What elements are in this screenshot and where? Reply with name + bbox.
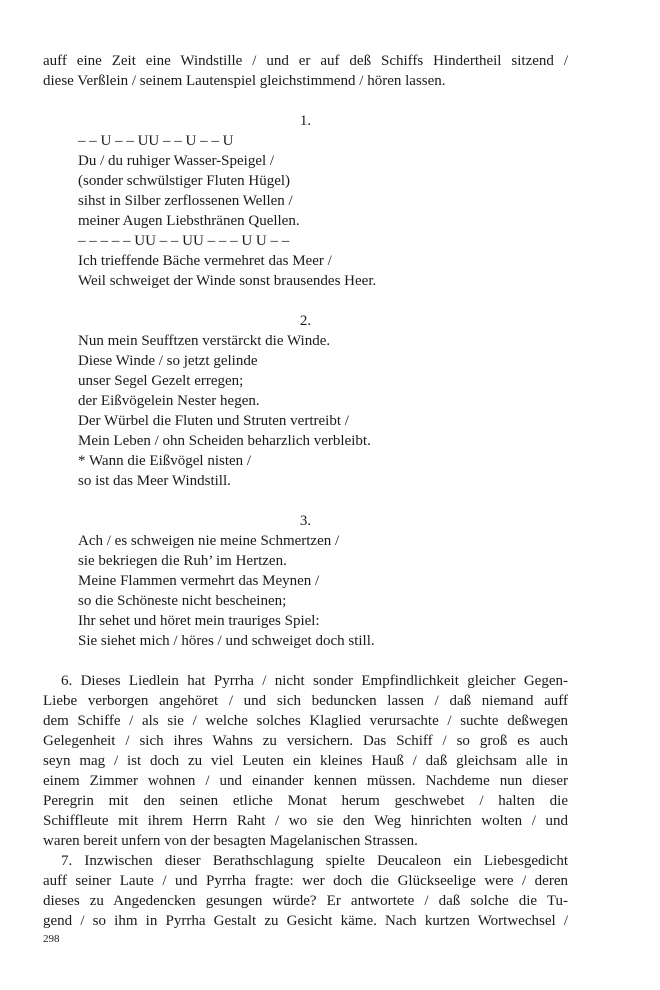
verse-line: so die Schöneste nicht bescheinen; bbox=[78, 593, 287, 609]
stanza-number: 2. bbox=[299, 313, 312, 329]
verse-line: Nun mein Seufftzen verstärckt die Winde. bbox=[78, 333, 331, 349]
verse-line: Diese Winde / so jetzt gelinde bbox=[78, 353, 258, 369]
paragraph-line: auff seiner Laute / und Pyrrha fragte: wer doch die Glückseelige were / deren bbox=[43, 873, 568, 889]
footnote-line: so ist das Meer Windstill. bbox=[78, 473, 231, 489]
paragraph-line: waren bereit unfern von der besagten Magelanischen Strassen. bbox=[43, 833, 418, 849]
page-body bbox=[43, 51, 568, 931]
paragraph-line: einem Zimmer wohnen / und einander kennen müssen. Nachdeme nun dieser bbox=[43, 773, 568, 789]
paragraph-line: Liebe verborgen angehöret / und sich beduncken lassen / daß niemand auff bbox=[43, 693, 568, 709]
verse-line: – – – – – UU – – UU – – – U U – – bbox=[78, 233, 290, 249]
verse-line: Ich trieffende Bäche vermehret das Meer / bbox=[78, 253, 332, 269]
paragraph-line: dieses zu Angedencken gesungen würde? Er antwortete / daß solche die Tu- bbox=[43, 893, 568, 909]
paragraph-line: dem Schiffe / als sie / welche solches Klaglied verursachte / suchte deßwegen bbox=[43, 713, 568, 729]
paragraph-line: Schiffleute mit ihrem Herrn Raht / wo sie den Weg hinrichten wolten / und bbox=[43, 813, 568, 829]
verse-line: sihst in Silber zerflossenen Wellen / bbox=[78, 193, 293, 209]
verse-line: der Eißvögelein Nester hegen. bbox=[78, 393, 260, 409]
verse-line: Weil schweiget der Winde sonst brausendes Heer. bbox=[78, 273, 377, 289]
paragraph-line: gend / so ihm in Pyrrha Gestalt zu Gesicht käme. Nach kurtzen Wortwechsel / bbox=[43, 913, 568, 929]
verse-line: – – U – – UU – – U – – U bbox=[78, 133, 234, 149]
verse-line: meiner Augen Liebsthränen Quellen. bbox=[78, 213, 300, 229]
page-number: 298 bbox=[43, 933, 60, 945]
paragraph-line: 6. Dieses Liedlein hat Pyrrha / nicht sonder Empfindlichkeit gleicher Gegen- bbox=[61, 673, 568, 689]
verse-line: Der Würbel die Fluten und Struten vertreibt / bbox=[78, 413, 349, 429]
paragraph-line: Peregrin mit den seinen etliche Monat herum geschwebet / halten die bbox=[43, 793, 568, 809]
verse-line: Du / du ruhiger Wasser-Speigel / bbox=[78, 153, 275, 169]
paragraph-line: Gelegenheit / sich ihres Wahns zu versichern. Das Schiff / so groß es auch bbox=[43, 733, 568, 749]
intro-line: auff eine Zeit eine Windstille / und er auf deß Schiffs Hindertheil sitzend / bbox=[43, 53, 568, 69]
paragraph-line: 7. Inzwischen dieser Berathschlagung spielte Deucaleon ein Liebesgedicht bbox=[61, 853, 568, 869]
verse-line: Ach / es schweigen nie meine Schmertzen / bbox=[78, 533, 340, 549]
stanza-number: 3. bbox=[299, 513, 312, 529]
paragraph-line: seyn mag / ist doch zu viel Leuten ein kleines Hauß / daß gleichsam alle in bbox=[43, 753, 568, 769]
verse-line: Sie siehet mich / höres / und schweiget doch still. bbox=[78, 633, 375, 649]
footnote-line: * Wann die Eißvögel nisten / bbox=[78, 453, 252, 469]
verse-line: sie bekriegen die Ruh’ im Hertzen. bbox=[78, 553, 287, 569]
verse-line: Mein Leben / ohn Scheiden beharzlich verbleibt. bbox=[78, 433, 371, 449]
verse-line: Meine Flammen vermehrt das Meynen / bbox=[78, 573, 320, 589]
stanza-number: 1. bbox=[299, 113, 312, 129]
verse-line: (sonder schwülstiger Fluten Hügel) bbox=[78, 173, 291, 189]
verse-line: Ihr sehet und höret mein trauriges Spiel: bbox=[78, 613, 320, 629]
verse-line: unser Segel Gezelt erregen; bbox=[78, 373, 244, 389]
intro-line: diese Verßlein / seinem Lautenspiel gleichstimmend / hören lassen. bbox=[43, 73, 446, 89]
